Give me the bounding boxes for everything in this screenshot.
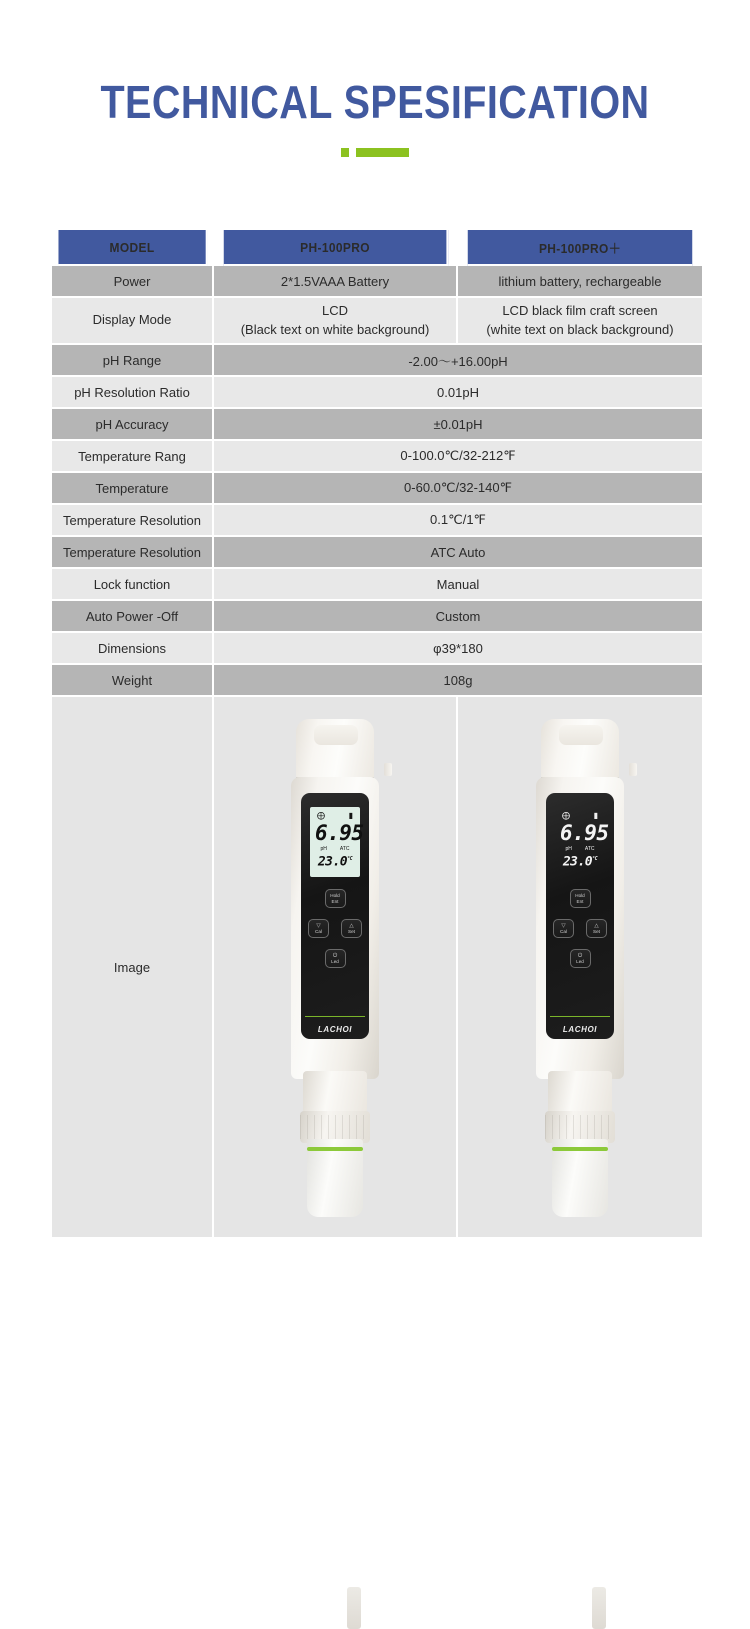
product-image-pro-plus [458,697,702,1237]
table-row [52,601,702,633]
row-value-shared: ATC Auto [214,537,702,569]
power-icon: ⏻ [577,953,583,959]
value-line-1: LCD [321,302,348,318]
battery-icon: ▮ [348,811,353,820]
table-row [52,569,702,601]
table-row [52,633,702,665]
table-row [52,441,702,473]
row-value-pro-plus [458,298,702,345]
ph-meter-pro [283,719,387,1219]
table-row [52,537,702,569]
down-arrow-icon: ▽ [561,923,566,929]
temperature-unit: °C [347,856,353,862]
row-label: pH Accuracy [52,409,214,441]
brand-logo: LACHOI [317,1025,353,1034]
cap-inner [314,725,358,745]
led-power-button[interactable] [325,949,346,968]
ph-reading: 6.95 [315,821,364,845]
cap-inner [559,725,603,745]
cal-button[interactable] [308,919,329,938]
set-label: Set [593,929,600,934]
divider-bar [356,148,409,157]
row-label: Display Mode [52,298,214,345]
up-arrow-icon: △ [349,923,354,929]
up-arrow-icon: △ [594,923,599,929]
probe-green-ring [552,1147,608,1151]
led-power-button[interactable] [570,949,591,968]
row-value-shared: Manual [214,569,702,601]
table-row [52,409,702,441]
row-label: Lock function [52,569,214,601]
table-row [52,266,702,298]
hold-ent-line-2: Ent [576,898,584,904]
row-label: Dimensions [52,633,214,665]
row-value-shared: -2.00～+16.00pH [214,345,702,377]
table-row [52,505,702,537]
row-label: Weight [52,665,214,697]
power-icon: ⏻ [332,953,338,959]
row-label: Power [52,266,214,298]
row-value-shared: 0.1℃/1℉ [214,505,702,537]
lcd-screen [310,807,364,877]
down-arrow-icon: ▽ [316,923,321,929]
device-cap [541,719,619,781]
row-label: Temperature Rang [52,441,214,473]
device-face-panel [546,793,614,1039]
hold-ent-line-1: Hold [575,893,585,898]
set-label: Set [348,929,355,934]
table-row [52,298,702,345]
table-header-row [52,230,702,266]
value-line-1: LCD black film craft screen [502,302,658,318]
temperature-value: 23.0 [317,854,348,870]
device-face-panel [301,793,369,1039]
lcd-status-icons [560,811,600,821]
battery-icon: ▮ [593,811,598,820]
device-keypad [546,889,614,999]
hold-ent-line-2: Ent [331,898,339,904]
ph-unit-label: pH [320,846,327,852]
atc-label: ATC [339,846,350,852]
brand-accent-line [550,1016,610,1018]
row-value-shared: 0-100.0℃/32-212℉ [214,441,702,473]
temperature-reading [315,852,355,869]
atc-label: ATC [584,846,595,852]
row-label: Temperature [52,473,214,505]
hold-ent-line-1: Hold [330,893,340,898]
column-header-model: MODEL [58,230,207,266]
page-header [0,0,750,157]
brand-accent-line [305,1016,365,1018]
ph-unit-label: pH [565,846,572,852]
device-keypad [301,889,369,999]
table-row [52,665,702,697]
table-row [52,377,702,409]
probe-electrode [592,1587,606,1629]
probe-green-ring [307,1147,363,1151]
temperature-reading [560,852,600,869]
row-value-shared: Custom [214,601,702,633]
row-label: Auto Power -Off [52,601,214,633]
title-divider [0,148,750,157]
row-label: pH Resolution Ratio [52,377,214,409]
row-label: Temperature Resolution [52,537,214,569]
ph-meter-pro-plus [528,719,632,1219]
image-row-label: Image [52,697,214,1237]
temperature-value: 23.0 [562,854,593,870]
brand-logo: LACHOI [562,1025,598,1034]
value-line-2: (white text on black background) [486,321,674,337]
row-value-shared: 0-60.0℃/32-140℉ [214,473,702,505]
specification-table [52,230,702,1237]
table-row [52,473,702,505]
collar-ribs [545,1115,615,1139]
lcd-status-icons [315,811,355,821]
device-cap [296,719,374,781]
temperature-unit: °C [592,856,598,862]
row-label: pH Range [52,345,214,377]
led-label: Led [331,959,339,964]
led-label: Led [576,959,584,964]
hold-ent-button[interactable] [325,889,346,908]
thermometer-icon: ⨁ [562,811,570,820]
cal-button[interactable] [553,919,574,938]
row-value-pro: 2*1.5VAAA Battery [214,266,458,298]
row-value-shared: 0.01pH [214,377,702,409]
ph-reading: 6.95 [560,821,609,845]
row-value-shared: ±0.01pH [214,409,702,441]
probe-electrode [347,1587,361,1629]
value-line-2: (Black text on white background) [240,321,430,337]
row-value-pro [214,298,458,345]
divider-dot [341,148,349,157]
set-button[interactable] [341,919,362,938]
cap-clip [384,763,392,776]
row-value-shared: φ39*180 [214,633,702,665]
page-title: TECHNICAL SPESIFICATION [100,76,650,128]
row-value-shared: 108g [214,665,702,697]
product-image-pro [214,697,458,1237]
cal-label: Cal [560,929,567,934]
cal-label: Cal [315,929,322,934]
thermometer-icon: ⨁ [317,811,325,820]
table-row [52,345,702,377]
lcd-screen [555,807,609,877]
cap-clip [629,763,637,776]
collar-ribs [300,1115,370,1139]
column-header-pro: PH-100PRO [224,230,448,266]
set-button[interactable] [586,919,607,938]
row-label: Temperature Resolution [52,505,214,537]
product-image-row [52,697,702,1237]
hold-ent-button[interactable] [570,889,591,908]
row-value-pro-plus: lithium battery, rechargeable [458,266,702,298]
column-header-pro-plus: PH-100PRO＋ [468,230,692,266]
